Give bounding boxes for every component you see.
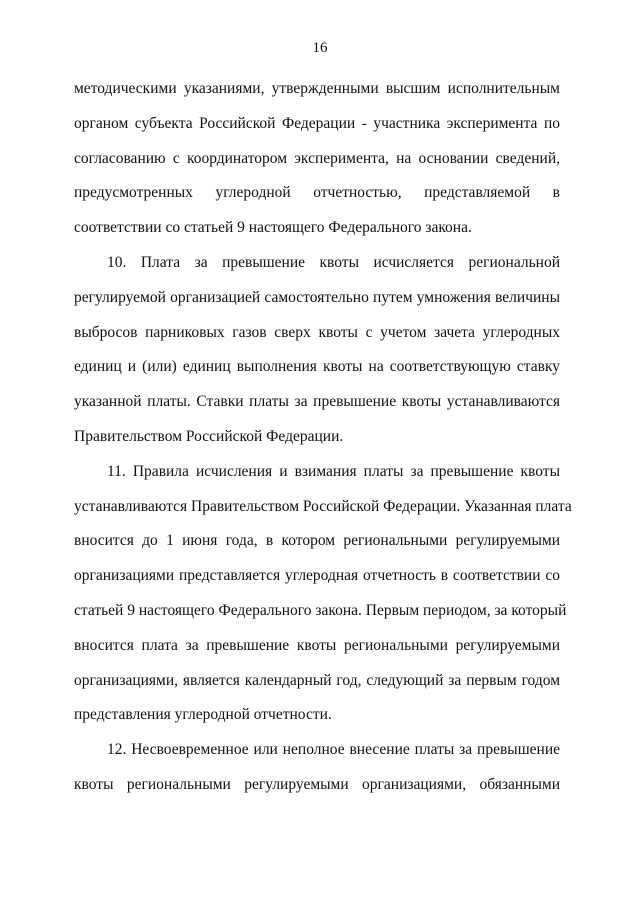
text-line: органом субъекта Российской Федерации - участника эксперимента по <box>74 114 560 132</box>
text-line: согласованию с координатором эксперимента, на основании сведений, <box>74 149 560 167</box>
text-line: организациями представляется углеродная отчетность в соответствии со <box>74 567 560 585</box>
text-line: квоты региональными регулируемыми организациями, обязанными <box>74 775 560 793</box>
text-line: организациями, является календарный год, следующий за первым годом <box>74 671 560 689</box>
page-number: 16 <box>312 40 328 56</box>
document-body <box>74 72 572 803</box>
text-line: выбросов парниковых газов сверх квоты с учетом зачета углеродных <box>74 323 560 341</box>
text-line: указанной платы. Ставки платы за превышение квоты устанавливаются <box>74 393 560 411</box>
text-line: единиц и (или) единиц выполнения квоты на соответствующую ставку <box>74 358 560 376</box>
text-line: статьей 9 настоящего Федерального закона. Первым периодом, за который <box>74 601 567 619</box>
text-line: соответствии со статьей 9 настоящего Федерального закона. <box>74 219 472 237</box>
text-line: 10. Плата за превышение квоты исчисляется региональной <box>107 253 560 271</box>
text-line: методическими указаниями, утвержденными высшим исполнительным <box>74 80 560 97</box>
text-line: вносится плата за превышение квоты региональными регулируемыми <box>74 636 560 654</box>
text-line: предусмотренных углеродной отчетностью, представляемой в <box>74 184 560 202</box>
text-line: устанавливаются Правительством Российской Федерации. Указанная плата <box>74 497 572 515</box>
text-line: представления углеродной отчетности. <box>74 706 332 724</box>
text-line: вносится до 1 июня года, в котором региональными регулируемыми <box>74 532 560 550</box>
text-line: регулируемой организацией самостоятельно путем умножения величины <box>74 288 560 306</box>
text-line: 11. Правила исчисления и взимания платы за превышение квоты <box>107 462 560 480</box>
text-line: 12. Несвоевременное или неполное внесение платы за превышение <box>107 741 560 759</box>
text-line: Правительством Российской Федерации. <box>74 427 344 445</box>
